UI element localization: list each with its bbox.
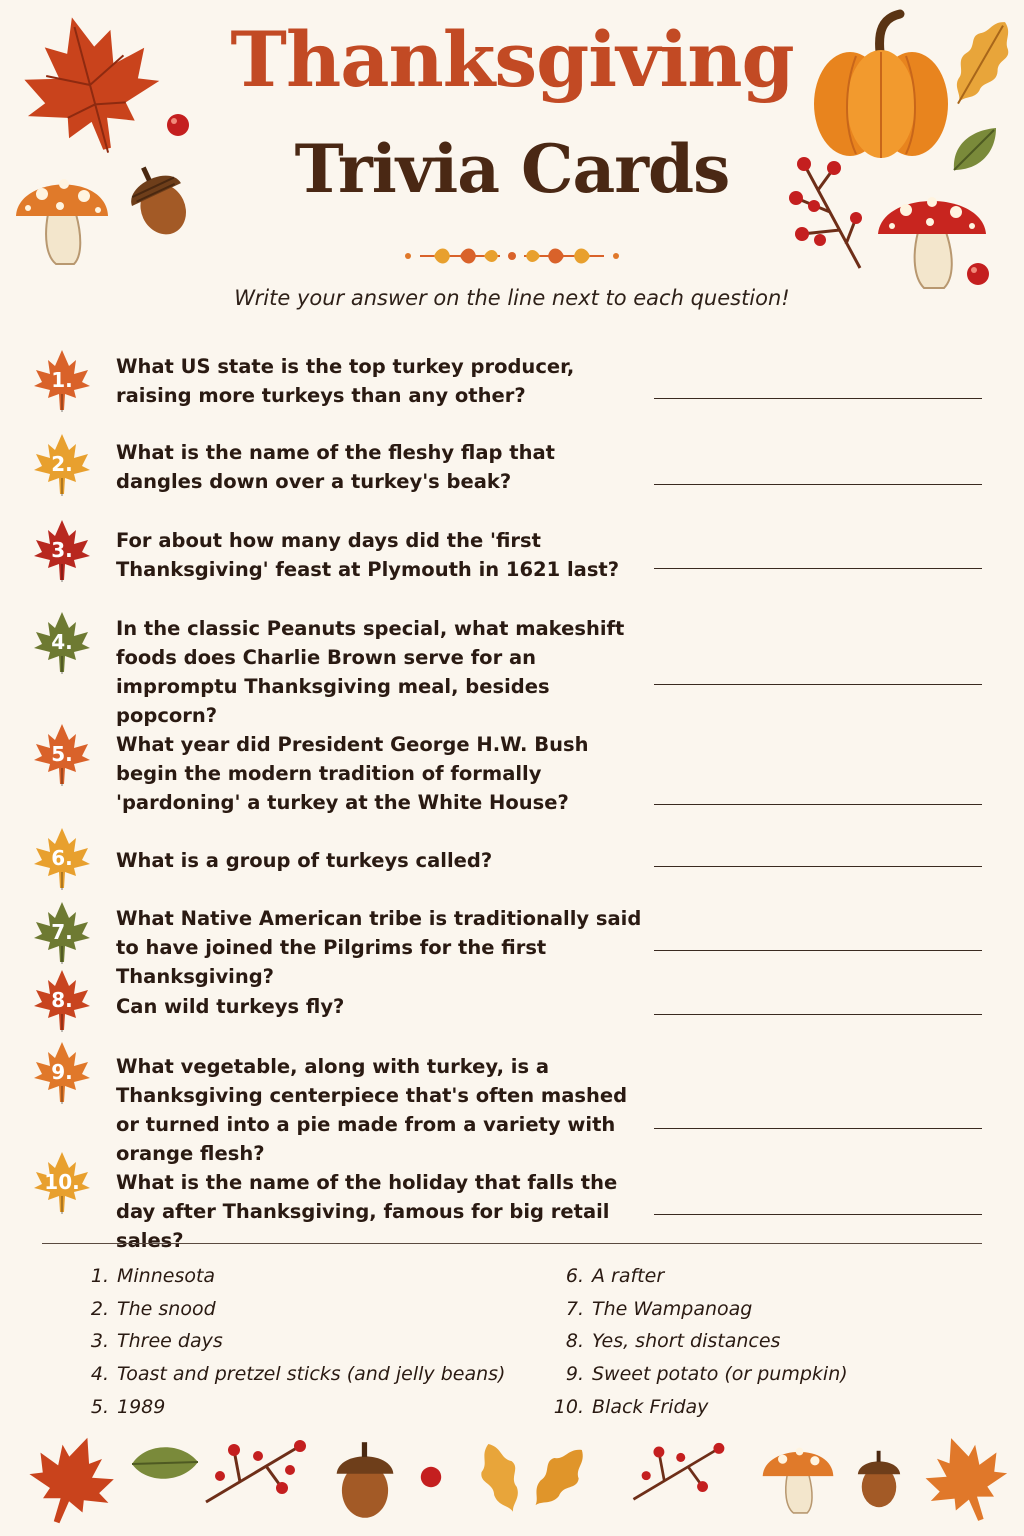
question-number-badge [30, 348, 94, 412]
answer-number: 7. [565, 1297, 584, 1320]
question-number: 4. [51, 630, 73, 654]
answer-text: Three days [117, 1330, 223, 1353]
answer-text: Sweet potato (or pumpkin) [592, 1363, 848, 1386]
question-number: 1. [51, 368, 73, 392]
berry-branch-icon [628, 1436, 728, 1508]
question-number: 9. [51, 1060, 73, 1084]
answer-text: A rafter [592, 1265, 665, 1287]
answer-item [553, 1393, 709, 1421]
mushroom-icon [756, 1430, 840, 1516]
question-number: 10. [44, 1170, 80, 1194]
answer-text: Black Friday [592, 1395, 709, 1418]
answer-item [90, 1262, 216, 1290]
answer-item [90, 1327, 223, 1355]
question-number: 7. [51, 920, 73, 944]
answer-number: 9. [565, 1363, 584, 1386]
question-number-badge [30, 722, 94, 786]
maple-leaf-icon [20, 1430, 124, 1530]
answer-number: 2. [90, 1297, 109, 1320]
instructions: Write your answer on the line next to each question! [234, 286, 790, 310]
answer-line[interactable] [654, 1128, 982, 1129]
answer-item [565, 1360, 848, 1388]
answer-line[interactable] [654, 684, 982, 685]
question-number-badge [30, 1040, 94, 1104]
answer-text: The Wampanoag [592, 1297, 753, 1320]
answer-separator [42, 1243, 982, 1244]
question-text: What is a group of turkeys called? [116, 849, 493, 872]
question-number-badge [30, 968, 94, 1032]
answer-item [90, 1393, 166, 1421]
answer-line[interactable] [654, 804, 982, 805]
answer-number: 6. [565, 1265, 584, 1287]
answer-text: Yes, short distances [592, 1330, 781, 1353]
question-number: 3. [51, 538, 73, 562]
answer-number: 4. [90, 1363, 109, 1386]
leaf-divider-icon [404, 240, 620, 272]
answer-line[interactable] [654, 568, 982, 569]
answer-item [565, 1262, 665, 1290]
answer-number: 8. [565, 1330, 584, 1353]
answer-item [90, 1295, 216, 1323]
question-number-badge [30, 826, 94, 890]
oak-leaf-icon [460, 1436, 610, 1516]
answer-number: 5. [90, 1395, 109, 1418]
answer-line[interactable] [654, 1014, 982, 1015]
acorn-icon [850, 1446, 908, 1512]
answer-number: 10. [553, 1395, 584, 1418]
answer-item [565, 1295, 753, 1323]
question-text: For about how many days did the 'first Thanksgiving' feast at Plymouth in 1621 last? [116, 529, 620, 581]
answer-line[interactable] [654, 950, 982, 951]
question-number: 8. [51, 988, 73, 1012]
berry-icon [964, 260, 992, 288]
green-leaf-icon [128, 1440, 200, 1486]
question-number-badge [30, 432, 94, 496]
maple-leaf-icon [916, 1430, 1016, 1528]
answer-line[interactable] [654, 866, 982, 867]
answer-text: The snood [117, 1297, 216, 1320]
question-number-badge [30, 610, 94, 674]
question-text: In the classic Peanuts special, what makeshift foods does Charlie Brown serve for an impromptu Thanksgiving meal, besides popcorn? [116, 617, 625, 727]
question-text: Can wild turkeys fly? [116, 995, 345, 1018]
question-number: 5. [51, 742, 73, 766]
question-text: What year did President George H.W. Bush begin the modern tradition of formally 'pardoning' a turkey at the White House? [116, 733, 589, 814]
page-subtitle-title: Trivia Cards [294, 130, 730, 208]
answer-line[interactable] [654, 484, 982, 485]
berry-branch-icon [200, 1436, 310, 1508]
answer-number: 3. [90, 1330, 109, 1353]
question-text: What is the name of the holiday that falls the day after Thanksgiving, famous for big retail sales? [116, 1171, 618, 1252]
answer-text: Minnesota [117, 1265, 216, 1287]
answer-line[interactable] [654, 1214, 982, 1215]
question-text: What US state is the top turkey producer, raising more turkeys than any other? [116, 355, 575, 407]
question-text: What is the name of the fleshy flap that dangles down over a turkey's beak? [116, 441, 555, 493]
answer-number: 1. [90, 1265, 109, 1287]
question-number: 6. [51, 846, 73, 870]
acorn-icon [326, 1438, 404, 1522]
question-text: What vegetable, along with turkey, is a Thanksgiving centerpiece that's often mashed or turned into a pie made from a variety with orange flesh? [116, 1055, 628, 1165]
question-number-badge [30, 1150, 94, 1214]
answer-text: Toast and pretzel sticks (and jelly beans) [117, 1363, 506, 1386]
question-number-badge [30, 900, 94, 964]
answer-text: 1989 [117, 1395, 166, 1418]
question-number: 2. [51, 452, 73, 476]
page-title: Thanksgiving [230, 15, 794, 104]
answer-item [565, 1327, 781, 1355]
berry-icon [164, 111, 192, 139]
berry-icon [418, 1464, 444, 1490]
answer-line[interactable] [654, 398, 982, 399]
question-number-badge [30, 518, 94, 582]
answer-item [90, 1360, 506, 1388]
question-text: What Native American tribe is traditionally said to have joined the Pilgrims for the first Thanksgiving? [116, 907, 642, 988]
